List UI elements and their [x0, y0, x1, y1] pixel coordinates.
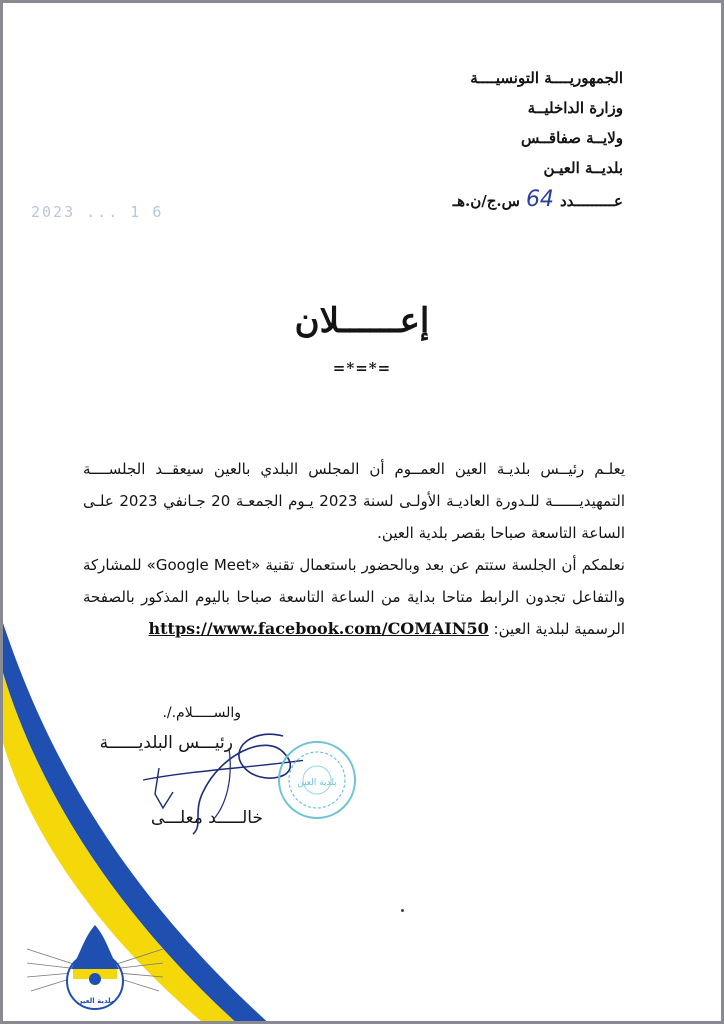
- logo-text: بلدية العين: [76, 997, 114, 1005]
- signatory-title: رئيـــس البلديــــــة: [99, 733, 233, 753]
- reference-line: [453, 187, 623, 212]
- closing-line: والســـــلام./.: [162, 705, 241, 721]
- signatory-name: خالـــــد معلـــى: [150, 808, 263, 828]
- meeting-paragraph: [83, 549, 625, 645]
- speck: [401, 909, 404, 912]
- reference-number: 64: [525, 187, 554, 212]
- seal-text: بلدية العين: [297, 778, 337, 788]
- date-stamp: 2023 ... 1 6: [31, 203, 164, 221]
- reference-suffix: س.ج/ن.هـ: [452, 192, 520, 210]
- facebook-link[interactable]: https://www.facebook.com/COMAIN50: [148, 619, 489, 638]
- republic-line: الجمهوريــــة التونسيــــة: [470, 69, 623, 87]
- municipality-line: بلديــة العيـن: [543, 159, 623, 177]
- reference-prefix: عـــــــــدد: [559, 192, 623, 210]
- ministry-line: وزارة الداخليــة: [527, 99, 623, 117]
- municipality-logo: [25, 919, 165, 1015]
- page-title: إعــــــلان: [294, 301, 430, 341]
- governorate-line: ولايــة صفاقــس: [520, 129, 623, 147]
- meeting-paragraph-text: نعلمكم أن الجلسة ستتم عن بعد وبالحضور باستعمال تقنية «Google Meet» للمشاركة والتفاعل تجدون الرابط متاحا بداية من الساعة التاسعة صباحا باليوم المذكور بالصفحة الرسمية لبلدية العين:: [83, 556, 625, 638]
- title-ornament: =*=*=: [332, 359, 392, 377]
- announcement-paragraph: يعلـم رئيــس بلديـة العين العمــوم أن المجلس البلدي بالعين سيعقــد الجلســــة التمهيديــــــة للـدورة العاديـة الأولـى لسنة 2023 يـوم الجمعـة 20 جـانفي 2023 علـى الساعة التاسعة صباحا بقصر بلدية العين.: [83, 460, 625, 542]
- official-seal: [275, 738, 359, 822]
